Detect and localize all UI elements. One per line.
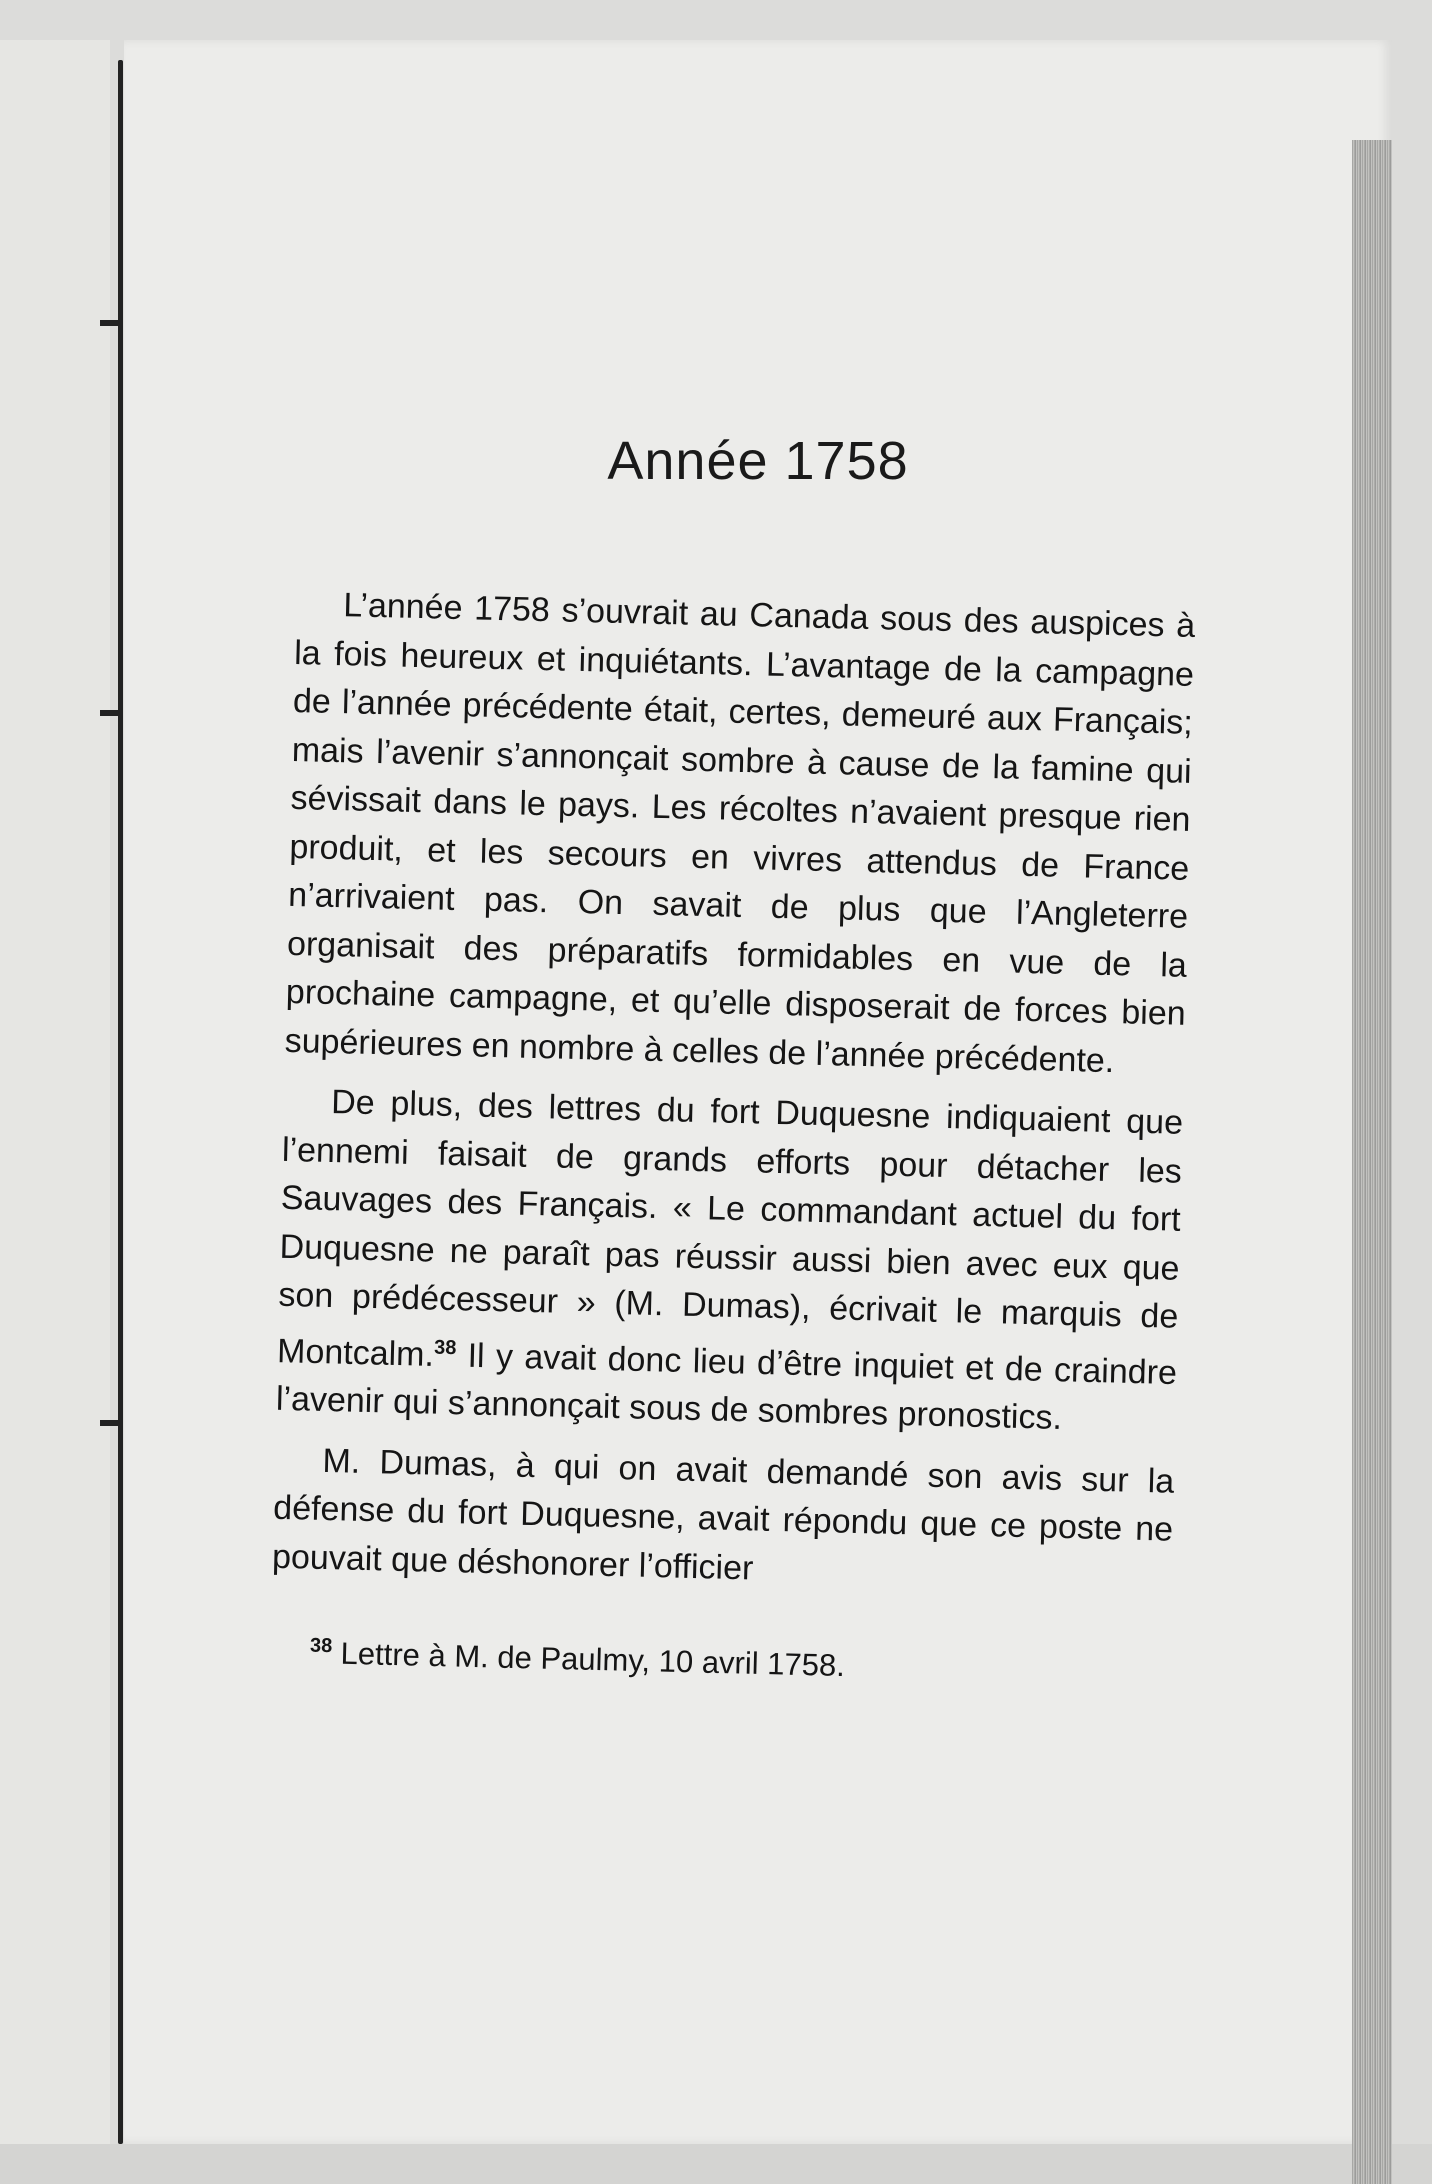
paragraph-2-continued: Il y avait donc lieu d’être inquiet et de craindre l’avenir qui s’annonçait sous de sombres pronostics.: [275, 1336, 1178, 1438]
footnote-reference: 38: [433, 1336, 457, 1359]
gutter-mark: [100, 710, 122, 716]
footnote: [269, 1621, 1170, 1699]
paragraph-2-text: De plus, des lettres du fort Duquesne indiquaient que l’ennemi faisait de grands efforts pour détacher les Sauvages des Français. « Le commandant actuel du fort Duquesne ne paraît pas réussir aussi bien avec eux que son prédécesseur » (M. Dumas), écrivait le marquis de Montcalm.: [276, 1083, 1184, 1374]
left-page-margin: [0, 40, 110, 2144]
gutter-mark: [100, 320, 122, 326]
book-page: [124, 40, 1392, 2144]
paragraph-2: [275, 1077, 1183, 1446]
paragraph-1: L’année 1758 s’ouvrait au Canada sous des auspices à la fois heureux et inquiétants. L’avantage de la campagne de l’année précédente était, certes, demeuré aux Français; mais l’avenir s’annonçait sombre à cause de la famine qui sévissait dans le pays. Les récoltes n’avaient presque rien produit, et les secours en vivres attendus de France n’arrivaient pas. On savait de plus que l’Angleterre organisait des préparatifs formidables en vue de la prochaine campagne, et qu’elle disposerait de forces bien supérieures en nombre à celles de l’année précédente.: [284, 586, 1196, 1080]
gutter-mark: [100, 1420, 122, 1426]
book-gutter: [118, 60, 123, 2144]
paragraph-3: M. Dumas, à qui on avait demandé son avis sur la défense du fort Duquesne, avait répondu que ce poste ne pouvait que déshonorer l’officier: [271, 1441, 1175, 1588]
body-text: [269, 580, 1196, 1699]
footnote-text: Lettre à M. de Paulmy, 10 avril 1758.: [340, 1636, 846, 1684]
page-title: Année 1758: [607, 431, 909, 491]
footnote-marker: 38: [309, 1634, 333, 1658]
